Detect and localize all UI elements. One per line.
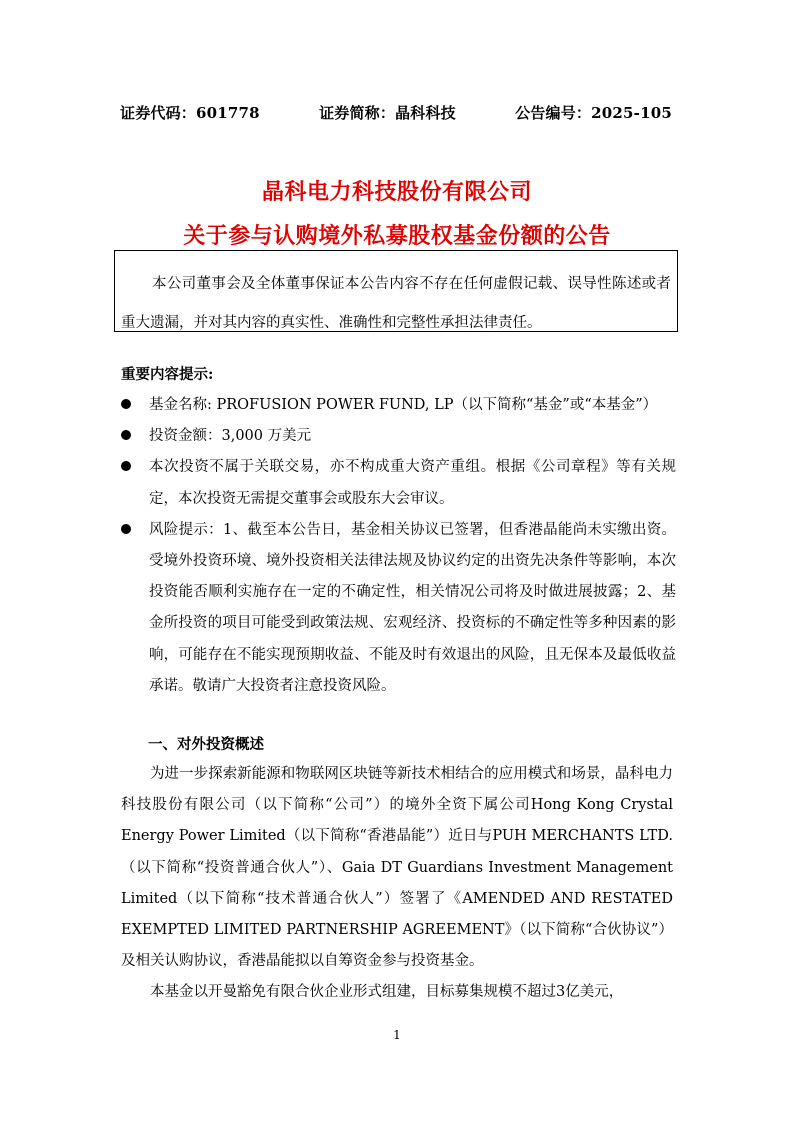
stock-code: 证券代码：601778 — [120, 104, 260, 122]
list-item — [121, 515, 676, 702]
list-item-text: 风险提示：1、截至本公告日，基金相关协议已签署，但香港晶能尚未实缴出资。受境外投资环境、境外投资相关法律法规及协议约定的出资先决条件等影响，本次投资能否顺利实施存在一定的不确定性，相关情况公司将及时做进展披露；2、基金所投资的项目可能受到政策法规、宏观经济、投资标的不确定性等多种因素的影响，可能存在不能实现预期收益、不能及时有效退出的风险，且无保本及最低收益承诺。敬请广大投资者注意投资风险。 — [149, 521, 676, 694]
list-item-text: 投资金额：3,000 万美元 — [149, 428, 312, 445]
bullet-icon — [121, 430, 131, 440]
announcement-number: 公告编号：2025-105 — [515, 104, 672, 122]
list-item — [121, 421, 676, 452]
announcement-header — [120, 102, 672, 123]
list-item — [121, 452, 676, 514]
list-item-text: 基金名称: PROFUSION POWER FUND, LP（以下简称“基金”或“本基金”） — [149, 397, 658, 413]
summary-title: 重要内容提示: — [121, 366, 214, 383]
company-title: 晶科电力科技股份有限公司 — [261, 179, 532, 205]
stock-name: 证券简称：晶科科技 — [319, 104, 456, 122]
page-number: 1 — [393, 1028, 401, 1042]
bullet-icon — [121, 461, 131, 471]
section-title: 一、对外投资概述 — [148, 736, 264, 753]
board-notice-box: 本公司董事会及全体董事保证本公告内容不存在任何虚假记载、误导性陈述或者重大遗漏，并对其内容的真实性、准确性和完整性承担法律责任。 — [114, 250, 678, 332]
list-item-text: 本次投资不属于关联交易，亦不构成重大资产重组。根据《公司章程》等有关规定，本次投资无需提交董事会或股东大会审议。 — [149, 459, 676, 507]
list-item — [121, 390, 676, 421]
body-paragraph: 为进一步探索新能源和物联网区块链等新技术相结合的应用模式和场景，晶科电力科技股份有限公司（以下简称“公司”）的境外全资下属公司Hong Kong Crystal Energy Power Limited（以下简称“香港晶能”）近日与PUH MERCHANTS LTD.（以下简称“投资普通合伙人”）、Gaia DT Guardians Investment Management Limited（以下简称“技术普通合伙人”）签署了《AMENDED AND RESTATED EXEMPTED LIMITED PARTNERSHIP AGREEMENT》（以下简称“合伙协议”）及相关认购协议，香港晶能拟以自筹资金参与投资基金。 — [121, 766, 673, 970]
bullet-icon — [121, 399, 131, 409]
announcement-title: 关于参与认购境外私募股权基金份额的公告 — [183, 223, 611, 249]
summary-list — [121, 390, 676, 702]
body-paragraph: 本基金以开曼豁免有限合伙企业形式组建，目标募集规模不超过3亿美元， — [150, 984, 624, 1000]
bullet-icon — [121, 524, 131, 534]
